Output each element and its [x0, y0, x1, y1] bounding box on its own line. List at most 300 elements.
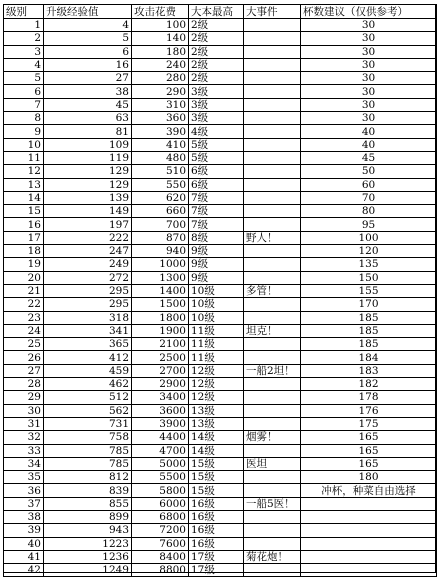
table-row: [4, 231, 437, 244]
cell-level: 33: [4, 444, 44, 457]
cell-townhall-max: 2级: [189, 19, 244, 32]
header-level: 级别: [4, 5, 44, 19]
cell-attack-cost: 660: [132, 205, 189, 218]
table-row: [4, 112, 437, 125]
cell-trophy-suggestion: 40: [301, 125, 437, 138]
table-row: [4, 550, 437, 563]
cell-upgrade-exp: 129: [44, 178, 132, 191]
cell-townhall-max: 8级: [189, 231, 244, 244]
table-row: [4, 417, 437, 430]
cell-upgrade-exp: 149: [44, 205, 132, 218]
table-row: [4, 58, 437, 71]
cell-level: 18: [4, 245, 44, 258]
cell-event: [244, 378, 301, 391]
table-row: [4, 72, 437, 85]
cell-level: 1: [4, 19, 44, 32]
cell-townhall-max: 15级: [189, 471, 244, 484]
cell-upgrade-exp: 899: [44, 510, 132, 523]
cell-townhall-max: 6级: [189, 178, 244, 191]
cell-townhall-max: 2级: [189, 58, 244, 71]
cell-upgrade-exp: 119: [44, 151, 132, 164]
cell-townhall-max: 4级: [189, 125, 244, 138]
cell-attack-cost: 280: [132, 72, 189, 85]
cell-attack-cost: 140: [132, 32, 189, 45]
cell-level: 28: [4, 378, 44, 391]
cell-trophy-suggestion: [301, 550, 437, 563]
cell-trophy-suggestion: 185: [301, 311, 437, 324]
cell-upgrade-exp: 318: [44, 311, 132, 324]
cell-attack-cost: 2900: [132, 378, 189, 391]
cell-event: 野人！: [244, 231, 301, 244]
cell-level: 11: [4, 151, 44, 164]
cell-upgrade-exp: 855: [44, 497, 132, 510]
cell-level: 9: [4, 125, 44, 138]
cell-level: 3: [4, 45, 44, 58]
cell-attack-cost: 7600: [132, 537, 189, 550]
table-row: [4, 351, 437, 364]
table-row: [4, 191, 437, 204]
cell-event: [244, 45, 301, 58]
cell-trophy-suggestion: [301, 497, 437, 510]
cell-level: 8: [4, 112, 44, 125]
cell-level: 22: [4, 298, 44, 311]
cell-townhall-max: 12级: [189, 391, 244, 404]
cell-level: 42: [4, 564, 44, 577]
cell-attack-cost: 8400: [132, 550, 189, 563]
cell-event: [244, 444, 301, 457]
cell-townhall-max: 14级: [189, 444, 244, 457]
cell-attack-cost: 6000: [132, 497, 189, 510]
cell-event: [244, 205, 301, 218]
cell-trophy-suggestion: 183: [301, 364, 437, 377]
cell-attack-cost: 8800: [132, 564, 189, 577]
cell-event: 一船5医！: [244, 497, 301, 510]
cell-event: [244, 524, 301, 537]
cell-trophy-suggestion: 120: [301, 245, 437, 258]
cell-event: [244, 19, 301, 32]
cell-level: 17: [4, 231, 44, 244]
cell-upgrade-exp: 943: [44, 524, 132, 537]
cell-townhall-max: 17级: [189, 564, 244, 577]
cell-townhall-max: 15级: [189, 457, 244, 470]
cell-event: [244, 32, 301, 45]
cell-trophy-suggestion: 176: [301, 404, 437, 417]
cell-level: 30: [4, 404, 44, 417]
cell-attack-cost: 240: [132, 58, 189, 71]
cell-attack-cost: 410: [132, 138, 189, 151]
table-row: [4, 324, 437, 337]
cell-event: [244, 471, 301, 484]
cell-level: 40: [4, 537, 44, 550]
cell-level: 16: [4, 218, 44, 231]
cell-trophy-suggestion: 182: [301, 378, 437, 391]
cell-townhall-max: 13级: [189, 417, 244, 430]
cell-event: 多管！: [244, 284, 301, 297]
cell-level: 10: [4, 138, 44, 151]
cell-event: 坦克！: [244, 324, 301, 337]
cell-trophy-suggestion: 185: [301, 324, 437, 337]
cell-trophy-suggestion: 178: [301, 391, 437, 404]
table-row: [4, 284, 437, 297]
cell-event: [244, 125, 301, 138]
cell-level: 35: [4, 471, 44, 484]
cell-trophy-suggestion: 175: [301, 417, 437, 430]
cell-townhall-max: 14级: [189, 431, 244, 444]
header-attack-cost: 攻击花费: [132, 5, 189, 19]
table-row: [4, 151, 437, 164]
cell-event: [244, 338, 301, 351]
cell-trophy-suggestion: 30: [301, 72, 437, 85]
cell-trophy-suggestion: 40: [301, 138, 437, 151]
table-row: [4, 218, 437, 231]
cell-trophy-suggestion: 170: [301, 298, 437, 311]
cell-attack-cost: 480: [132, 151, 189, 164]
cell-townhall-max: 16级: [189, 537, 244, 550]
cell-level: 21: [4, 284, 44, 297]
header-townhall-max: 大本最高: [189, 5, 244, 19]
cell-upgrade-exp: 27: [44, 72, 132, 85]
cell-townhall-max: 3级: [189, 85, 244, 98]
cell-trophy-suggestion: 180: [301, 471, 437, 484]
table-row: [4, 165, 437, 178]
cell-trophy-suggestion: 30: [301, 98, 437, 111]
table-row: [4, 484, 437, 497]
table-row: [4, 564, 437, 577]
cell-upgrade-exp: 249: [44, 258, 132, 271]
cell-level: 4: [4, 58, 44, 71]
cell-event: [244, 311, 301, 324]
cell-upgrade-exp: 462: [44, 378, 132, 391]
cell-level: 12: [4, 165, 44, 178]
cell-townhall-max: 5级: [189, 138, 244, 151]
cell-level: 27: [4, 364, 44, 377]
cell-trophy-suggestion: 冲杯，种菜自由选择: [301, 484, 437, 497]
cell-upgrade-exp: 6: [44, 45, 132, 58]
cell-attack-cost: 1800: [132, 311, 189, 324]
table-row: [4, 32, 437, 45]
cell-level: 15: [4, 205, 44, 218]
cell-attack-cost: 310: [132, 98, 189, 111]
cell-attack-cost: 4400: [132, 431, 189, 444]
table-row: [4, 138, 437, 151]
cell-event: [244, 138, 301, 151]
cell-trophy-suggestion: 185: [301, 338, 437, 351]
cell-trophy-suggestion: [301, 564, 437, 577]
cell-townhall-max: 10级: [189, 298, 244, 311]
cell-townhall-max: 11级: [189, 338, 244, 351]
cell-upgrade-exp: 758: [44, 431, 132, 444]
cell-event: [244, 245, 301, 258]
cell-event: [244, 85, 301, 98]
cell-event: [244, 58, 301, 71]
cell-attack-cost: 550: [132, 178, 189, 191]
cell-attack-cost: 5800: [132, 484, 189, 497]
cell-trophy-suggestion: 165: [301, 431, 437, 444]
table-row: [4, 444, 437, 457]
cell-upgrade-exp: 247: [44, 245, 132, 258]
cell-event: [244, 564, 301, 577]
table-row: [4, 404, 437, 417]
cell-townhall-max: 3级: [189, 112, 244, 125]
cell-level: 20: [4, 271, 44, 284]
cell-event: 医坦: [244, 457, 301, 470]
cell-event: [244, 298, 301, 311]
cell-upgrade-exp: 785: [44, 444, 132, 457]
table-row: [4, 178, 437, 191]
cell-upgrade-exp: 839: [44, 484, 132, 497]
cell-level: 23: [4, 311, 44, 324]
cell-townhall-max: 17级: [189, 550, 244, 563]
cell-upgrade-exp: 63: [44, 112, 132, 125]
cell-townhall-max: 16级: [189, 524, 244, 537]
cell-trophy-suggestion: 70: [301, 191, 437, 204]
cell-event: [244, 484, 301, 497]
cell-upgrade-exp: 365: [44, 338, 132, 351]
cell-trophy-suggestion: 45: [301, 151, 437, 164]
cell-event: [244, 191, 301, 204]
cell-upgrade-exp: 1223: [44, 537, 132, 550]
table-row: [4, 98, 437, 111]
cell-townhall-max: 7级: [189, 205, 244, 218]
cell-event: [244, 351, 301, 364]
cell-level: 41: [4, 550, 44, 563]
cell-event: [244, 178, 301, 191]
cell-event: [244, 537, 301, 550]
header-trophy-suggestion: 杯数建议（仅供参考）: [301, 5, 437, 19]
cell-attack-cost: 620: [132, 191, 189, 204]
level-table-sheet: [3, 4, 436, 577]
cell-level: 24: [4, 324, 44, 337]
cell-trophy-suggestion: 80: [301, 205, 437, 218]
cell-upgrade-exp: 38: [44, 85, 132, 98]
table-row: [4, 457, 437, 470]
cell-attack-cost: 2100: [132, 338, 189, 351]
cell-level: 7: [4, 98, 44, 111]
cell-attack-cost: 390: [132, 125, 189, 138]
table-row: [4, 311, 437, 324]
cell-trophy-suggestion: 30: [301, 58, 437, 71]
cell-trophy-suggestion: 100: [301, 231, 437, 244]
cell-event: 烟雾！: [244, 431, 301, 444]
cell-attack-cost: 3600: [132, 404, 189, 417]
cell-event: [244, 510, 301, 523]
cell-upgrade-exp: 341: [44, 324, 132, 337]
cell-event: 菊花炮！: [244, 550, 301, 563]
cell-level: 25: [4, 338, 44, 351]
table-row: [4, 205, 437, 218]
cell-townhall-max: 7级: [189, 191, 244, 204]
table-body: [4, 5, 437, 577]
cell-trophy-suggestion: 155: [301, 284, 437, 297]
cell-trophy-suggestion: 95: [301, 218, 437, 231]
cell-townhall-max: 10级: [189, 284, 244, 297]
cell-level: 6: [4, 85, 44, 98]
cell-townhall-max: 2级: [189, 32, 244, 45]
table-row: [4, 298, 437, 311]
cell-upgrade-exp: 139: [44, 191, 132, 204]
cell-event: [244, 151, 301, 164]
cell-upgrade-exp: 1249: [44, 564, 132, 577]
cell-attack-cost: 5500: [132, 471, 189, 484]
cell-event: [244, 391, 301, 404]
cell-upgrade-exp: 512: [44, 391, 132, 404]
cell-trophy-suggestion: 50: [301, 165, 437, 178]
cell-townhall-max: 3级: [189, 98, 244, 111]
table-row: [4, 431, 437, 444]
cell-townhall-max: 16级: [189, 497, 244, 510]
cell-trophy-suggestion: 30: [301, 85, 437, 98]
table-row: [4, 537, 437, 550]
cell-attack-cost: 3400: [132, 391, 189, 404]
cell-level: 29: [4, 391, 44, 404]
table-row: [4, 378, 437, 391]
cell-townhall-max: 10级: [189, 311, 244, 324]
table-row: [4, 471, 437, 484]
cell-upgrade-exp: 785: [44, 457, 132, 470]
cell-upgrade-exp: 222: [44, 231, 132, 244]
header-event: 大事件: [244, 5, 301, 19]
table-row: [4, 45, 437, 58]
cell-trophy-suggestion: [301, 537, 437, 550]
cell-attack-cost: 2700: [132, 364, 189, 377]
cell-event: [244, 112, 301, 125]
cell-townhall-max: 12级: [189, 364, 244, 377]
cell-upgrade-exp: 412: [44, 351, 132, 364]
cell-townhall-max: 11级: [189, 351, 244, 364]
table-row: [4, 391, 437, 404]
cell-upgrade-exp: 4: [44, 19, 132, 32]
cell-trophy-suggestion: 30: [301, 32, 437, 45]
cell-upgrade-exp: 129: [44, 165, 132, 178]
cell-upgrade-exp: 109: [44, 138, 132, 151]
cell-townhall-max: 12级: [189, 378, 244, 391]
table-row: [4, 125, 437, 138]
table-row: [4, 258, 437, 271]
cell-upgrade-exp: 731: [44, 417, 132, 430]
cell-event: [244, 271, 301, 284]
cell-attack-cost: 100: [132, 19, 189, 32]
cell-trophy-suggestion: 30: [301, 112, 437, 125]
cell-upgrade-exp: 562: [44, 404, 132, 417]
cell-attack-cost: 1500: [132, 298, 189, 311]
cell-upgrade-exp: 812: [44, 471, 132, 484]
cell-townhall-max: 13级: [189, 404, 244, 417]
cell-event: [244, 72, 301, 85]
cell-level: 39: [4, 524, 44, 537]
cell-level: 32: [4, 431, 44, 444]
cell-trophy-suggestion: 135: [301, 258, 437, 271]
table-row: [4, 524, 437, 537]
cell-townhall-max: 7级: [189, 218, 244, 231]
cell-townhall-max: 9级: [189, 258, 244, 271]
cell-level: 13: [4, 178, 44, 191]
cell-level: 34: [4, 457, 44, 470]
table-row: [4, 245, 437, 258]
cell-attack-cost: 700: [132, 218, 189, 231]
cell-level: 31: [4, 417, 44, 430]
cell-event: [244, 258, 301, 271]
cell-trophy-suggestion: 165: [301, 457, 437, 470]
cell-attack-cost: 4700: [132, 444, 189, 457]
cell-upgrade-exp: 197: [44, 218, 132, 231]
cell-upgrade-exp: 81: [44, 125, 132, 138]
cell-attack-cost: 2500: [132, 351, 189, 364]
cell-townhall-max: 9级: [189, 271, 244, 284]
cell-level: 36: [4, 484, 44, 497]
cell-upgrade-exp: 295: [44, 284, 132, 297]
cell-attack-cost: 7200: [132, 524, 189, 537]
header-row: [4, 5, 437, 19]
cell-event: [244, 98, 301, 111]
cell-attack-cost: 5000: [132, 457, 189, 470]
cell-level: 37: [4, 497, 44, 510]
table-row: [4, 497, 437, 510]
table-row: [4, 364, 437, 377]
level-table: [3, 4, 437, 577]
cell-level: 5: [4, 72, 44, 85]
cell-townhall-max: 11级: [189, 324, 244, 337]
cell-level: 26: [4, 351, 44, 364]
cell-trophy-suggestion: 150: [301, 271, 437, 284]
cell-level: 2: [4, 32, 44, 45]
header-upgrade-exp: 升级经验值: [44, 5, 132, 19]
cell-level: 38: [4, 510, 44, 523]
cell-attack-cost: 360: [132, 112, 189, 125]
cell-event: [244, 218, 301, 231]
cell-upgrade-exp: 16: [44, 58, 132, 71]
table-row: [4, 510, 437, 523]
cell-trophy-suggestion: 184: [301, 351, 437, 364]
table-row: [4, 271, 437, 284]
cell-attack-cost: 510: [132, 165, 189, 178]
cell-upgrade-exp: 45: [44, 98, 132, 111]
cell-upgrade-exp: 1236: [44, 550, 132, 563]
cell-attack-cost: 3900: [132, 417, 189, 430]
cell-event: [244, 417, 301, 430]
table-row: [4, 85, 437, 98]
cell-event: [244, 165, 301, 178]
cell-upgrade-exp: 272: [44, 271, 132, 284]
cell-attack-cost: 180: [132, 45, 189, 58]
cell-trophy-suggestion: [301, 524, 437, 537]
cell-townhall-max: 9级: [189, 245, 244, 258]
cell-upgrade-exp: 5: [44, 32, 132, 45]
cell-level: 14: [4, 191, 44, 204]
cell-townhall-max: 2级: [189, 45, 244, 58]
cell-townhall-max: 6级: [189, 165, 244, 178]
cell-trophy-suggestion: 165: [301, 444, 437, 457]
cell-attack-cost: 1000: [132, 258, 189, 271]
cell-townhall-max: 5级: [189, 151, 244, 164]
table-row: [4, 19, 437, 32]
cell-upgrade-exp: 295: [44, 298, 132, 311]
cell-townhall-max: 2级: [189, 72, 244, 85]
cell-trophy-suggestion: [301, 510, 437, 523]
cell-event: [244, 404, 301, 417]
cell-attack-cost: 940: [132, 245, 189, 258]
cell-attack-cost: 290: [132, 85, 189, 98]
cell-attack-cost: 1300: [132, 271, 189, 284]
table-row: [4, 338, 437, 351]
cell-townhall-max: 15级: [189, 484, 244, 497]
cell-attack-cost: 1900: [132, 324, 189, 337]
cell-attack-cost: 870: [132, 231, 189, 244]
cell-trophy-suggestion: 30: [301, 45, 437, 58]
cell-attack-cost: 1400: [132, 284, 189, 297]
cell-trophy-suggestion: 60: [301, 178, 437, 191]
cell-level: 19: [4, 258, 44, 271]
cell-townhall-max: 16级: [189, 510, 244, 523]
